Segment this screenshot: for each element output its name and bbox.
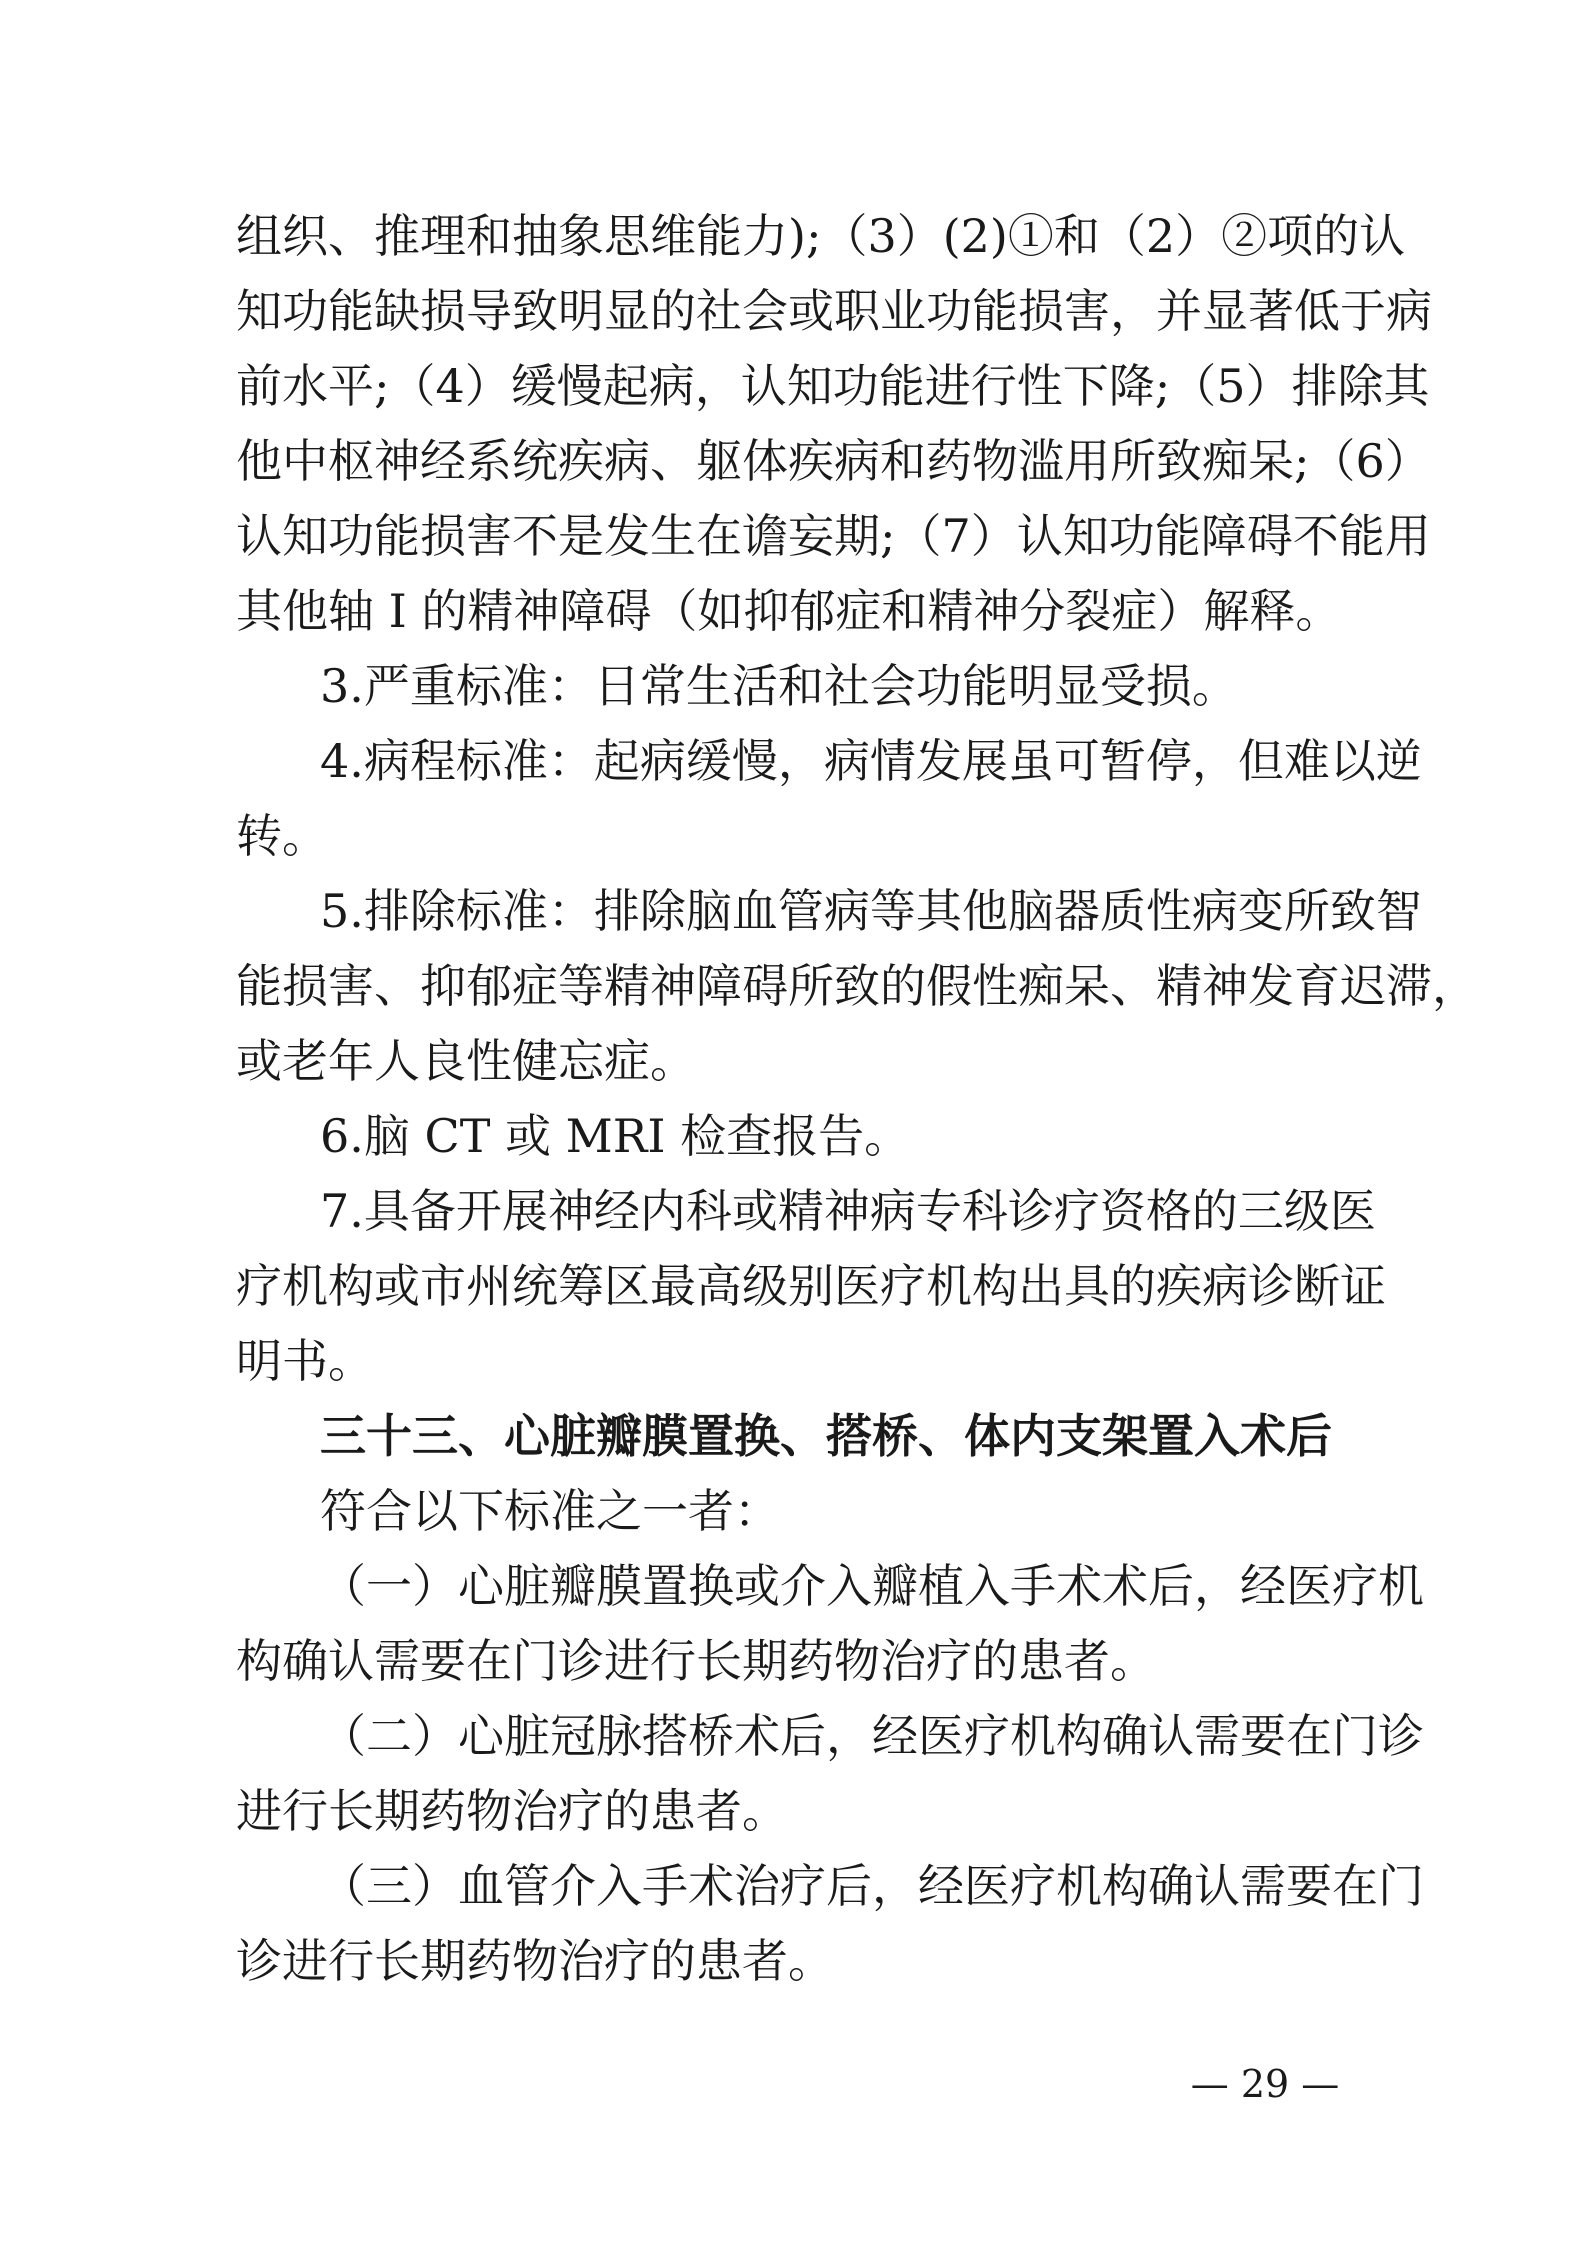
item-two: （二）心脏冠脉搭桥术后，经医疗机构确认需要在门诊: [320, 1709, 1424, 1763]
paragraph-line: 符合以下标准之一者：: [320, 1484, 780, 1538]
paragraph-line: 他中枢神经系统疾病、躯体疾病和药物滥用所致痴呆;（6）: [236, 434, 1431, 488]
paragraph-line: 进行长期药物治疗的患者。: [236, 1784, 788, 1838]
section-heading: 三十三、心脏瓣膜置换、搭桥、体内支架置入术后: [320, 1409, 1332, 1463]
paragraph-line: 知功能缺损导致明显的社会或职业功能损害，并显著低于病: [236, 284, 1432, 338]
paragraph-line: 组织、推理和抽象思维能力);（3）(2)①和（2）②项的认: [236, 209, 1406, 263]
item-one: （一）心脏瓣膜置换或介入瓣植入手术术后，经医疗机: [320, 1559, 1424, 1613]
paragraph-line: 能损害、抑郁症等精神障碍所致的假性痴呆、精神发育迟滞，: [236, 959, 1478, 1013]
paragraph-line: 认知功能损害不是发生在谵妄期;（7）认知功能障碍不能用: [236, 509, 1431, 563]
page-number: — 29 —: [1190, 2062, 1340, 2106]
item-three: （三）血管介入手术治疗后，经医疗机构确认需要在门: [320, 1859, 1424, 1913]
paragraph-line: 前水平;（4）缓慢起病，认知功能进行性下降;（5）排除其: [236, 359, 1430, 413]
paragraph-line: 明书。: [236, 1334, 374, 1388]
criterion-course: 4.病程标准：起病缓慢，病情发展虽可暂停，但难以逆: [320, 734, 1422, 788]
criterion-certificate: 7.具备开展神经内科或精神病专科诊疗资格的三级医: [320, 1184, 1376, 1238]
paragraph-line: 其他轴 I 的精神障碍（如抑郁症和精神分裂症）解释。: [236, 584, 1342, 638]
paragraph-line: 疗机构或市州统筹区最高级别医疗机构出具的疾病诊断证: [236, 1259, 1386, 1313]
paragraph-line: 或老年人良性健忘症。: [236, 1034, 696, 1088]
criterion-severity: 3.严重标准：日常生活和社会功能明显受损。: [320, 659, 1238, 713]
paragraph-line: 转。: [236, 809, 328, 863]
criterion-imaging: 6.脑 CT 或 MRI 检查报告。: [320, 1109, 911, 1163]
paragraph-line: 构确认需要在门诊进行长期药物治疗的患者。: [236, 1634, 1156, 1688]
paragraph-line: 诊进行长期药物治疗的患者。: [236, 1934, 834, 1988]
criterion-exclusion: 5.排除标准：排除脑血管病等其他脑器质性病变所致智: [320, 884, 1422, 938]
